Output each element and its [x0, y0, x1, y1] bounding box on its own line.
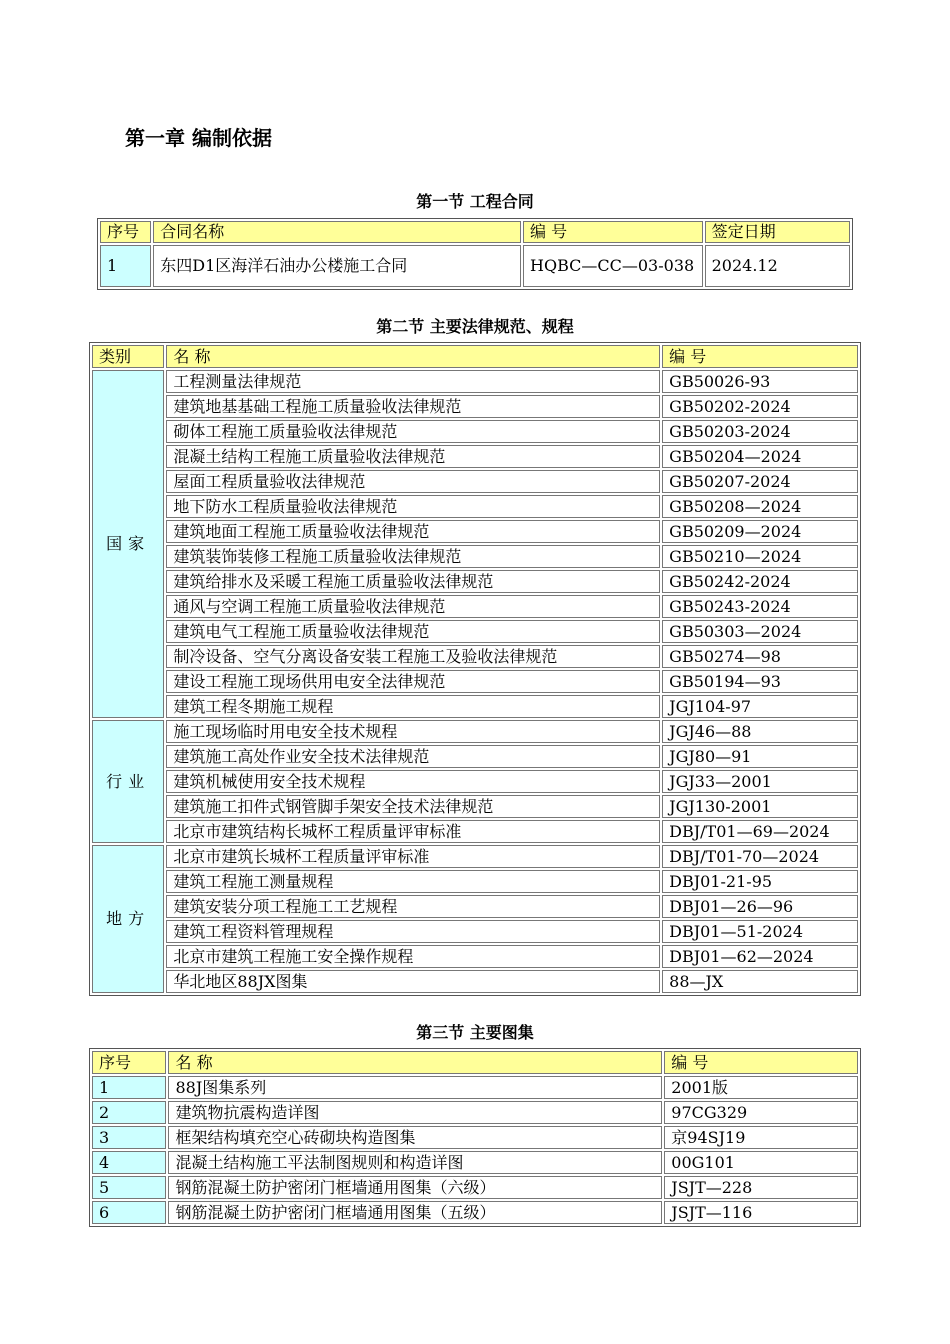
regulation-name-cell: 施工现场临时用电安全技术规程	[166, 720, 660, 743]
table-row	[92, 870, 858, 893]
contract-table	[97, 218, 853, 290]
regulation-code-cell: DBJ01-21-95	[662, 870, 858, 893]
table-row	[92, 495, 858, 518]
regulation-name-cell: 北京市建筑结构长城杯工程质量评审标准	[166, 820, 660, 843]
regulation-code-cell: GB50194—93	[662, 670, 858, 693]
seq-cell: 6	[92, 1201, 166, 1224]
regulation-code-cell: JGJ130-2001	[662, 795, 858, 818]
regulation-code-cell: GB50204—2024	[662, 445, 858, 468]
table-row	[92, 670, 858, 693]
category-cell: 行业	[92, 720, 164, 843]
regulation-code-cell: JGJ80—91	[662, 745, 858, 768]
regulation-code-cell: GB50207-2024	[662, 470, 858, 493]
header-cell: 类别	[92, 345, 164, 368]
table-row	[92, 1126, 858, 1149]
header-cell: 编 号	[664, 1051, 858, 1074]
regulation-code-cell: GB50203-2024	[662, 420, 858, 443]
regulation-name-cell: 建筑工程施工测量规程	[166, 870, 660, 893]
seq-cell: 3	[92, 1126, 166, 1149]
table-row	[92, 745, 858, 768]
regulation-name-cell: 建筑工程冬期施工规程	[166, 695, 660, 718]
regulation-name-cell: 建筑电气工程施工质量验收法律规范	[166, 620, 660, 643]
table-row	[92, 1176, 858, 1199]
header-cell: 合同名称	[153, 221, 521, 243]
table-row	[92, 420, 858, 443]
contract-name-cell: 东四D1区海洋石油办公楼施工合同	[153, 245, 521, 287]
regulation-code-cell: GB50202-2024	[662, 395, 858, 418]
atlas-code-cell: 00G101	[664, 1151, 858, 1174]
header-cell: 序号	[100, 221, 151, 243]
table-row	[92, 820, 858, 843]
header-cell: 编 号	[523, 221, 703, 243]
table-row	[92, 770, 858, 793]
regulation-name-cell: 屋面工程质量验收法律规范	[166, 470, 660, 493]
atlas-name-cell: 钢筋混凝土防护密闭门框墙通用图集（六级）	[168, 1176, 662, 1199]
regulation-name-cell: 建筑给排水及采暖工程施工质量验收法律规范	[166, 570, 660, 593]
regulation-name-cell: 北京市建筑长城杯工程质量评审标准	[166, 845, 660, 868]
regulation-code-cell: DBJ01—62—2024	[662, 945, 858, 968]
regulation-code-cell: DBJ01—51-2024	[662, 920, 858, 943]
regulation-name-cell: 建设工程施工现场供用电安全法律规范	[166, 670, 660, 693]
regulation-name-cell: 混凝土结构工程施工质量验收法律规范	[166, 445, 660, 468]
regulation-code-cell: JGJ33—2001	[662, 770, 858, 793]
table-row	[92, 695, 858, 718]
regulation-code-cell: 88—JX	[662, 970, 858, 993]
table-row	[92, 520, 858, 543]
table-row	[92, 970, 858, 993]
seq-cell: 1	[100, 245, 151, 287]
regulation-name-cell: 建筑施工扣件式钢管脚手架安全技术法律规范	[166, 795, 660, 818]
table-row	[92, 1201, 858, 1224]
section3-title: 第三节 主要图集	[416, 1023, 534, 1042]
regulation-name-cell: 砌体工程施工质量验收法律规范	[166, 420, 660, 443]
table-row	[92, 445, 858, 468]
atlas-table	[89, 1048, 861, 1227]
header-cell: 编 号	[662, 345, 858, 368]
regulation-name-cell: 建筑地基基础工程施工质量验收法律规范	[166, 395, 660, 418]
table-row	[92, 1101, 858, 1124]
section1-title: 第一节 工程合同	[416, 192, 534, 211]
table-row	[92, 620, 858, 643]
regulation-name-cell: 通风与空调工程施工质量验收法律规范	[166, 595, 660, 618]
header-cell: 名 称	[166, 345, 660, 368]
category-cell: 地方	[92, 845, 164, 993]
regulation-name-cell: 北京市建筑工程施工安全操作规程	[166, 945, 660, 968]
atlas-name-cell: 建筑物抗震构造详图	[168, 1101, 662, 1124]
atlas-name-cell: 混凝土结构施工平法制图规则和构造详图	[168, 1151, 662, 1174]
table-row	[92, 1151, 858, 1174]
table-row	[92, 470, 858, 493]
atlas-name-cell: 钢筋混凝土防护密闭门框墙通用图集（五级）	[168, 1201, 662, 1224]
section2-title: 第二节 主要法律规范、规程	[376, 317, 574, 336]
regulation-name-cell: 建筑安装分项工程施工工艺规程	[166, 895, 660, 918]
regulation-name-cell: 建筑装饰装修工程施工质量验收法律规范	[166, 545, 660, 568]
table-header-row	[92, 345, 858, 368]
table-row	[92, 895, 858, 918]
regulation-code-cell: GB50210—2024	[662, 545, 858, 568]
table-row	[92, 545, 858, 568]
table-row	[92, 395, 858, 418]
regulation-code-cell: GB50243-2024	[662, 595, 858, 618]
table-row	[92, 845, 858, 868]
regulation-code-cell: DBJ01—26—96	[662, 895, 858, 918]
regulation-code-cell: GB50208—2024	[662, 495, 858, 518]
seq-cell: 4	[92, 1151, 166, 1174]
table-row	[92, 720, 858, 743]
atlas-code-cell: 2001版	[664, 1076, 858, 1099]
chapter-title: 第一章 编制依据	[125, 126, 272, 150]
regulations-table	[89, 342, 861, 996]
table-row	[92, 920, 858, 943]
regulation-code-cell: GB50303—2024	[662, 620, 858, 643]
atlas-code-cell: JSJT—116	[664, 1201, 858, 1224]
regulation-name-cell: 工程测量法律规范	[166, 370, 660, 393]
table-row	[92, 370, 858, 393]
table-row	[92, 945, 858, 968]
regulation-code-cell: GB50274—98	[662, 645, 858, 668]
table-header-row	[100, 221, 850, 243]
contract-code-cell: HQBC—CC—03-038	[523, 245, 703, 287]
regulation-code-cell: JGJ46—88	[662, 720, 858, 743]
atlas-code-cell: 京94SJ19	[664, 1126, 858, 1149]
regulation-code-cell: DBJ/T01-70—2024	[662, 845, 858, 868]
regulation-code-cell: GB50242-2024	[662, 570, 858, 593]
regulation-name-cell: 华北地区88JX图集	[166, 970, 660, 993]
regulation-name-cell: 建筑工程资料管理规程	[166, 920, 660, 943]
regulation-name-cell: 制冷设备、空气分离设备安装工程施工及验收法律规范	[166, 645, 660, 668]
regulation-name-cell: 建筑地面工程施工质量验收法律规范	[166, 520, 660, 543]
seq-cell: 2	[92, 1101, 166, 1124]
atlas-code-cell: JSJT—228	[664, 1176, 858, 1199]
header-cell: 序号	[92, 1051, 166, 1074]
table-row	[92, 1076, 858, 1099]
table-row	[92, 570, 858, 593]
table-row	[92, 595, 858, 618]
regulation-name-cell: 建筑机械使用安全技术规程	[166, 770, 660, 793]
regulation-name-cell: 建筑施工高处作业安全技术法律规范	[166, 745, 660, 768]
table-row	[92, 795, 858, 818]
header-cell: 名 称	[168, 1051, 662, 1074]
regulation-name-cell: 地下防水工程质量验收法律规范	[166, 495, 660, 518]
table-row	[92, 645, 858, 668]
seq-cell: 1	[92, 1076, 166, 1099]
atlas-code-cell: 97CG329	[664, 1101, 858, 1124]
table-header-row	[92, 1051, 858, 1074]
atlas-name-cell: 88J图集系列	[168, 1076, 662, 1099]
regulation-code-cell: GB50209—2024	[662, 520, 858, 543]
header-cell: 签定日期	[705, 221, 850, 243]
regulation-code-cell: GB50026-93	[662, 370, 858, 393]
regulation-code-cell: DBJ/T01—69—2024	[662, 820, 858, 843]
sign-date-cell: 2024.12	[705, 245, 850, 287]
table-row	[100, 245, 850, 287]
atlas-name-cell: 框架结构填充空心砖砌块构造图集	[168, 1126, 662, 1149]
seq-cell: 5	[92, 1176, 166, 1199]
category-cell: 国家	[92, 370, 164, 718]
regulation-code-cell: JGJ104-97	[662, 695, 858, 718]
